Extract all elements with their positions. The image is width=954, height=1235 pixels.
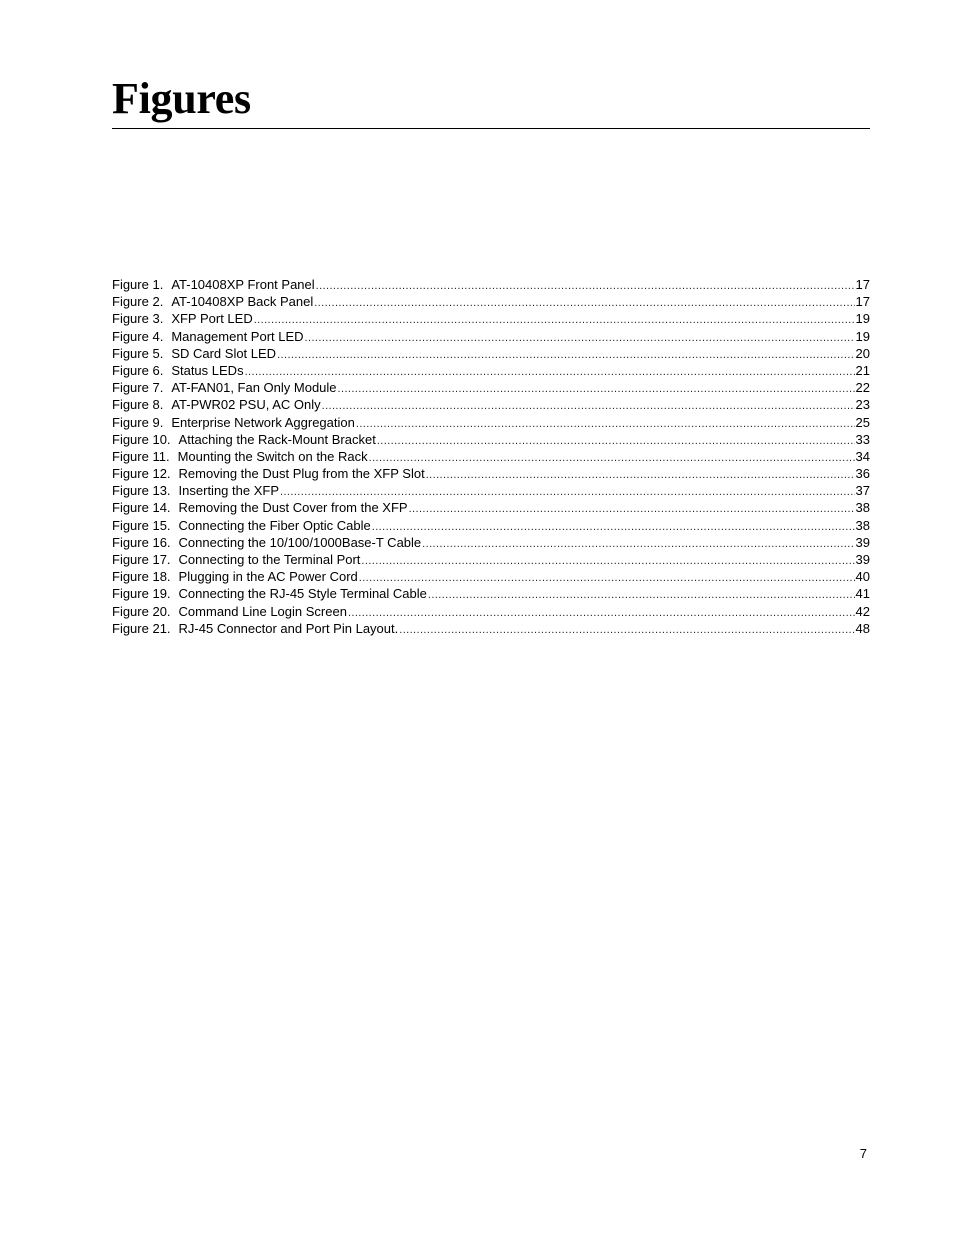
figure-title: Enterprise Network Aggregation <box>171 414 355 430</box>
figure-page-number: 39 <box>855 534 870 550</box>
figure-page-number: 48 <box>855 620 870 636</box>
figure-number: Figure 15. <box>112 517 171 533</box>
figure-number: Figure 18. <box>112 569 171 585</box>
figure-number: Figure 14. <box>112 500 171 516</box>
dot-leader <box>428 587 855 604</box>
toc-entry[interactable] <box>112 293 870 310</box>
dot-leader <box>409 501 855 518</box>
figure-page-number: 20 <box>855 345 870 361</box>
figure-page-number: 38 <box>855 517 870 533</box>
page-title: Figures <box>112 74 251 123</box>
figure-number: Figure 3. <box>112 311 164 327</box>
toc-entry[interactable] <box>112 534 870 551</box>
toc-entry[interactable] <box>112 585 870 602</box>
figure-title: RJ-45 Connector and Port Pin Layout. <box>178 620 399 636</box>
figure-number: Figure 4. <box>112 328 164 344</box>
figure-title: Inserting the XFP <box>178 483 279 499</box>
list-of-figures <box>112 276 870 637</box>
toc-entry[interactable] <box>112 379 870 396</box>
toc-entry[interactable] <box>112 362 870 379</box>
figure-number: Figure 19. <box>112 586 171 602</box>
figure-number: Figure 9. <box>112 414 164 430</box>
toc-entry[interactable] <box>112 482 870 499</box>
figure-number: Figure 20. <box>112 603 171 619</box>
figure-number: Figure 5. <box>112 345 164 361</box>
page-number: 7 <box>859 1146 867 1161</box>
figure-title: AT-FAN01, Fan Only Module <box>171 380 337 396</box>
toc-entry[interactable] <box>112 448 870 465</box>
figure-number: Figure 11. <box>112 448 170 464</box>
figure-number: Figure 2. <box>112 294 164 310</box>
toc-entry[interactable] <box>112 517 870 534</box>
figure-title: SD Card Slot LED <box>171 345 277 361</box>
figure-number: Figure 6. <box>112 362 164 378</box>
dot-leader <box>377 433 855 450</box>
dot-leader <box>359 570 855 587</box>
dot-leader <box>314 295 854 312</box>
dot-leader <box>305 330 855 347</box>
toc-entry[interactable] <box>112 431 870 448</box>
title-underline <box>112 128 870 129</box>
figure-title: Management Port LED <box>171 328 304 344</box>
figure-number: Figure 1. <box>112 277 164 292</box>
figure-page-number: 41 <box>855 586 870 602</box>
figure-number: Figure 7. <box>112 380 164 396</box>
toc-entry[interactable] <box>112 396 870 413</box>
toc-entry[interactable] <box>112 551 870 568</box>
figure-page-number: 36 <box>855 466 870 482</box>
dot-leader <box>422 536 854 553</box>
dot-leader <box>356 416 855 433</box>
toc-entry[interactable] <box>112 499 870 516</box>
figure-page-number: 19 <box>855 311 870 327</box>
figure-title: Attaching the Rack-Mount Bracket <box>178 431 376 447</box>
toc-entry[interactable] <box>112 568 870 585</box>
dot-leader <box>316 278 855 295</box>
figure-title: XFP Port LED <box>171 311 253 327</box>
figure-title: Removing the Dust Plug from the XFP Slot <box>178 466 425 482</box>
toc-entry[interactable] <box>112 465 870 482</box>
figure-number: Figure 21. <box>112 620 171 636</box>
figure-page-number: 42 <box>855 603 870 619</box>
figure-title: AT-PWR02 PSU, AC Only <box>171 397 321 413</box>
figure-title: Command Line Login Screen <box>178 603 347 619</box>
figure-page-number: 17 <box>855 277 870 292</box>
figure-page-number: 19 <box>855 328 870 344</box>
figure-page-number: 34 <box>855 448 870 464</box>
dot-leader <box>369 450 855 467</box>
figure-title: Connecting the 10/100/1000Base-T Cable <box>178 534 422 550</box>
figure-title: Connecting the Fiber Optic Cable <box>178 517 371 533</box>
figure-page-number: 33 <box>855 431 870 447</box>
figure-page-number: 40 <box>855 569 870 585</box>
figure-page-number: 21 <box>855 362 870 378</box>
dot-leader <box>399 622 854 639</box>
toc-entry[interactable] <box>112 345 870 362</box>
figure-title: Mounting the Switch on the Rack <box>177 448 368 464</box>
figure-title: AT-10408XP Back Panel <box>171 294 314 310</box>
toc-entry[interactable] <box>112 620 870 637</box>
toc-entry[interactable] <box>112 328 870 345</box>
toc-entry[interactable] <box>112 414 870 431</box>
toc-entry[interactable] <box>112 310 870 327</box>
figure-title: Connecting to the Terminal Port <box>178 552 361 567</box>
figure-number: Figure 13. <box>112 483 171 499</box>
figure-number: Figure 8. <box>112 397 164 413</box>
figure-title: AT-10408XP Front Panel <box>171 277 315 292</box>
dot-leader <box>338 381 855 398</box>
figure-page-number: 22 <box>855 380 870 396</box>
figure-title: Connecting the RJ-45 Style Terminal Cable <box>178 586 427 602</box>
dot-leader <box>348 605 855 622</box>
figure-page-number: 39 <box>855 552 870 567</box>
dot-leader <box>426 467 855 484</box>
figure-title: Plugging in the AC Power Cord <box>178 569 358 585</box>
figure-title: Status LEDs <box>171 362 244 378</box>
dot-leader <box>254 312 855 329</box>
dot-leader <box>372 519 855 536</box>
toc-entry[interactable] <box>112 603 870 620</box>
figure-number: Figure 12. <box>112 466 171 482</box>
figure-page-number: 23 <box>855 397 870 413</box>
figure-page-number: 25 <box>855 414 870 430</box>
figure-number: Figure 16. <box>112 534 171 550</box>
dot-leader <box>322 398 855 415</box>
figure-page-number: 37 <box>855 483 870 499</box>
toc-entry[interactable] <box>112 276 870 293</box>
figure-number: Figure 17. <box>112 552 171 567</box>
figure-title: Removing the Dust Cover from the XFP <box>178 500 408 516</box>
dot-leader <box>361 553 854 570</box>
dot-leader <box>277 347 854 364</box>
figure-page-number: 38 <box>855 500 870 516</box>
figure-page-number: 17 <box>855 294 870 310</box>
figure-number: Figure 10. <box>112 431 171 447</box>
